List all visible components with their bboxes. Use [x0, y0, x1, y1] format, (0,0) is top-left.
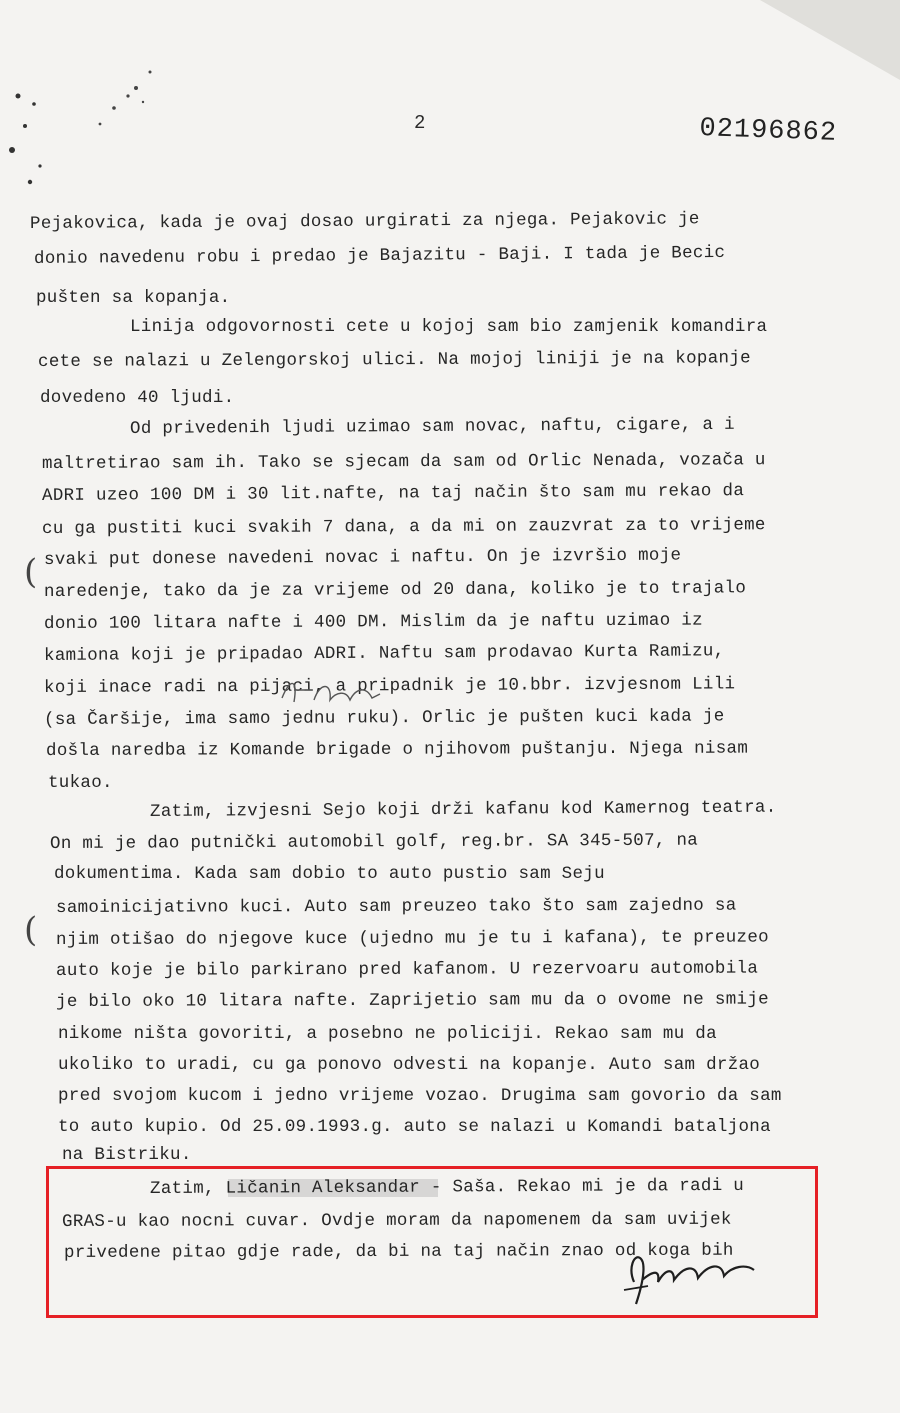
- text-line: On mi je dao putnički automobil golf, reg.br. SA 345-507, na: [49, 830, 699, 854]
- signature-initials: [276, 672, 386, 712]
- text-line: ADRI uzeo 100 DM i 30 lit.nafte, na taj način što sam mu rekao da: [41, 481, 745, 506]
- page-number: 2: [414, 112, 426, 134]
- text-line: to auto kupio. Od 25.09.1993.g. auto se nalazi u Komandi bataljona: [58, 1117, 771, 1137]
- text-line: auto koje je bilo parkirano pred kafanom. U rezervoaru automobila: [55, 958, 759, 981]
- text-line: Zatim, izvjesni Sejo koji drži kafanu kod Kamernog teatra.: [149, 797, 777, 822]
- text-line: tukao.: [48, 773, 113, 793]
- text-line: ukoliko to uradi, cu ga ponovo odvesti na kopanje. Auto sam držao: [58, 1055, 761, 1075]
- text-line: maltretirao sam ih. Tako se sjecam da sam od Orlic Nenada, vozača u: [41, 450, 766, 474]
- text-line: Linija odgovornosti cete u kojoj sam bio zamjenik komandira: [130, 317, 768, 337]
- document-id-stamp: 02196862: [698, 114, 838, 149]
- text-line: došla naredba iz Komande brigade o njihovom puštanju. Njega nisam: [45, 738, 749, 761]
- text-line: cete se nalazi u Zelengorskoj ulici. Na mojoj liniji je na kopanje: [37, 348, 751, 372]
- text-line: Zatim, Ličanin Aleksandar - Saša. Rekao mi je da radi u: [149, 1175, 745, 1199]
- text-line: kamiona koji je pripadao ADRI. Naftu sam prodavao Kurta Ramizu,: [43, 641, 725, 666]
- text-line: GRAS-u kao nocni cuvar. Ovdje moram da napomenem da sam uvijek: [61, 1209, 732, 1232]
- text-line: privedene pitao gdje rade, da bi na taj način znao od koga bih: [63, 1240, 734, 1263]
- text-line: svaki put donese navedeni novac i naftu. On je izvršio moje: [43, 545, 682, 570]
- text-line: nikome ništa govoriti, a posebno ne policiji. Rekao sam mu da: [58, 1024, 717, 1044]
- text-line: pušten sa kopanja.: [36, 288, 231, 308]
- margin-bracket-mark: (: [24, 552, 38, 592]
- text-line: Pejakovica, kada je ovaj dosao urgirati za njega. Pejakovic je: [29, 209, 700, 234]
- red-highlight-box: [46, 1166, 818, 1318]
- text-line: (sa Čaršije, ima samo jednu ruku). Orlic je pušten kuci kada je: [43, 706, 725, 730]
- margin-bracket-mark: (: [24, 910, 38, 950]
- text-line: Od privedenih ljudi uzimao sam novac, naftu, cigare, a i: [129, 414, 735, 439]
- text-line: je bilo oko 10 litara nafte. Zaprijetio sam mu da o ovome ne smije: [55, 989, 769, 1012]
- text-line: donio 100 litara nafte i 400 DM. Mislim da je naftu uzimao iz: [43, 610, 703, 634]
- text-line: dokumentima. Kada sam dobio to auto pustio sam Seju: [54, 864, 605, 884]
- text-line: samoinicijativno kuci. Auto sam preuzeo tako što sam zajedno sa: [55, 895, 737, 918]
- text-line: dovedeno 40 ljudi.: [40, 388, 235, 408]
- text-line: njim otišao do njegove kuce (ujedno mu je tu i kafana), te preuzeo: [55, 927, 769, 950]
- text-line: na Bistriku.: [62, 1145, 192, 1165]
- text-line: naredenje, tako da je za vrijeme od 20 dana, koliko je to trajalo: [43, 578, 747, 602]
- text-line: cu ga pustiti kuci svakih 7 dana, a da mi on zauzvrat za to vrijeme: [41, 515, 766, 539]
- text-line: donio navedenu robu i predao je Bajazitu - Baji. I tada je Becic: [33, 242, 726, 269]
- text-line: koji inace radi na pijaci, a pripadnik je 10.bbr. izvjesnom Lili: [43, 674, 736, 698]
- text-line: pred svojom kucom i jedno vrijeme vozao. Drugima sam govorio da sam: [58, 1086, 782, 1106]
